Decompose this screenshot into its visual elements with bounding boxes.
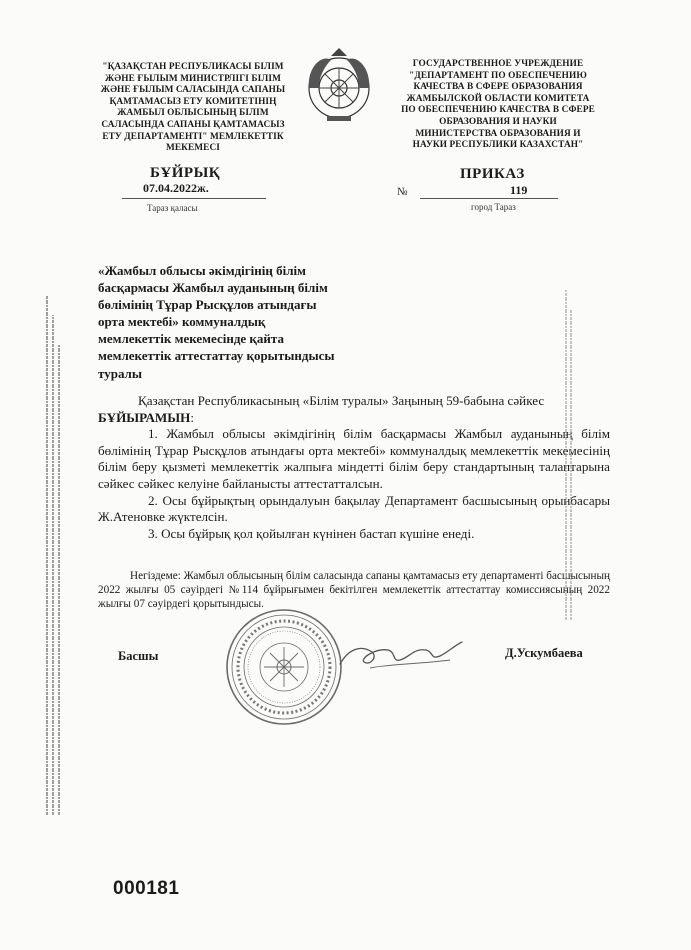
header-kz (88, 62, 298, 155)
header-kz-line: ЕТУ ДЕПАРТАМЕНТІ" МЕМЛЕКЕТТІК (102, 131, 284, 142)
intro-paragraph: Қазақстан Республикасының «Білім туралы» Заңының 59-бабына сәйкес (138, 393, 545, 408)
header-ru (394, 59, 602, 152)
header-ru-line: ОБРАЗОВАНИЯ И НАУКИ (439, 116, 557, 127)
command-line (98, 410, 610, 427)
order-subject (98, 262, 383, 382)
header-kz-line: МЕКЕМЕСІ (165, 143, 221, 154)
command-colon: : (190, 409, 194, 425)
order-title-ru: ПРИКАЗ (460, 166, 525, 182)
item-3: 3. Осы бұйрық қол қойылған күнінен бастап күшіне енеді. (148, 525, 475, 541)
order-body (98, 393, 610, 542)
margin-legal-note-icon (41, 295, 101, 815)
header-ru-line: НАУКИ РЕСПУБЛИКИ КАЗАХСТАН" (412, 140, 584, 151)
number-underline (420, 198, 558, 199)
item-2: 2. Осы бұйрықтың орындалуын бақылау Департамент басшысының орынбасары Ж.Атеновке жүктелсін. (98, 492, 610, 525)
command-word: БҰЙЫРАМЫН (98, 409, 191, 425)
subject-line: туралы (98, 365, 143, 381)
number-sign: № (397, 186, 408, 198)
official-seal-icon (224, 607, 344, 727)
header-ru-line: КАЧЕСТВА В СФЕРЕ ОБРАЗОВАНИЯ (413, 82, 583, 93)
subject-line: орта мектебі» коммуналдық (98, 314, 266, 330)
city-ru: город Тараз (471, 202, 516, 212)
date-underline (122, 198, 266, 199)
header-ru-line: ПО ОБЕСПЕЧЕНИЮ КАЧЕСТВА В СФЕРЕ (401, 105, 595, 116)
header-kz-line: ҚАМТАМАСЫЗ ЕТУ КОМИТЕТІНІҢ (109, 96, 277, 107)
handwritten-signature-icon (330, 630, 470, 680)
order-number: 119 (510, 183, 528, 197)
header-ru-line: МИНИСТЕРСТВА ОБРАЗОВАНИЯ И (415, 128, 581, 139)
signatory-title: Басшы (118, 649, 159, 663)
serial-number: 000181 (113, 878, 180, 899)
header-kz-line: ЖӘНЕ ҒЫЛЫМ МИНИСТРЛІГІ БІЛІМ (105, 73, 281, 84)
header-ru-line: ЖАМБЫЛСКОЙ ОБЛАСТИ КОМИТЕТА (406, 93, 590, 104)
basis-note (98, 569, 610, 611)
signatory-name: Д.Ускумбаева (505, 646, 583, 660)
state-emblem-icon (301, 46, 377, 126)
header-ru-line: ГОСУДАРСТВЕННОЕ УЧРЕЖДЕНИЕ (412, 59, 584, 69)
subject-line: басқармасы Жамбыл ауданының білім (98, 280, 328, 296)
header-kz-line: "ҚАЗАҚСТАН РЕСПУБЛИКАСЫ БІЛІМ (102, 62, 284, 72)
order-title-kz: БҰЙРЫҚ (150, 165, 221, 181)
subject-line: «Жамбыл облысы әкімдігінің білім (98, 263, 307, 278)
order-date: 07.04.2022ж. (143, 181, 209, 195)
header-kz-line: ЖАМБЫЛ ОБЛЫСЫНЫҢ БІЛІМ (117, 108, 269, 119)
city-kz: Тараз қаласы (147, 203, 198, 213)
margin-legal-note-right-icon (560, 290, 590, 620)
subject-line: мемлекеттік мекемесінде қайта (98, 331, 284, 347)
header-kz-line: САЛАСЫНДА САПАНЫ ҚАМТАМАСЫЗ (101, 119, 285, 130)
item-1: 1. Жамбыл облысы әкімдігінің білім басқармасы Жамбыл ауданының білім бөлімінің Тұрар Рысқұлов атындағы орта мектебі» коммуналдық мемлекеттік мекемесінің білім беру қызметі мемлекеттік жалпыға міндетті білім беру стандартының талаптарына сәйкес сәйкес келуіне байланысты аттестатталсын. (98, 426, 610, 491)
subject-line: мемлекеттік аттестаттау қорытындысы (98, 348, 335, 364)
subject-line: бөлімінің Тұрар Рысқұлов атындағы (98, 297, 317, 313)
basis-paragraph: Негіздеме: Жамбыл облысының білім саласында сапаны қамтамасыз ету департаменті басшысының 2022 жылғы 05 сәуірдегі №114 бұйрығымен бекітілген мемлекеттік аттестаттау комиссиясының 2022 жылғы 07 сәуірдегі қорытындысы. (98, 570, 610, 610)
header-kz-line: ЖӘНЕ ҒЫЛЫМ САЛАСЫНДА САПАНЫ (100, 85, 286, 96)
header-ru-line: "ДЕПАРТАМЕНТ ПО ОБЕСПЕЧЕНИЮ (409, 70, 587, 81)
